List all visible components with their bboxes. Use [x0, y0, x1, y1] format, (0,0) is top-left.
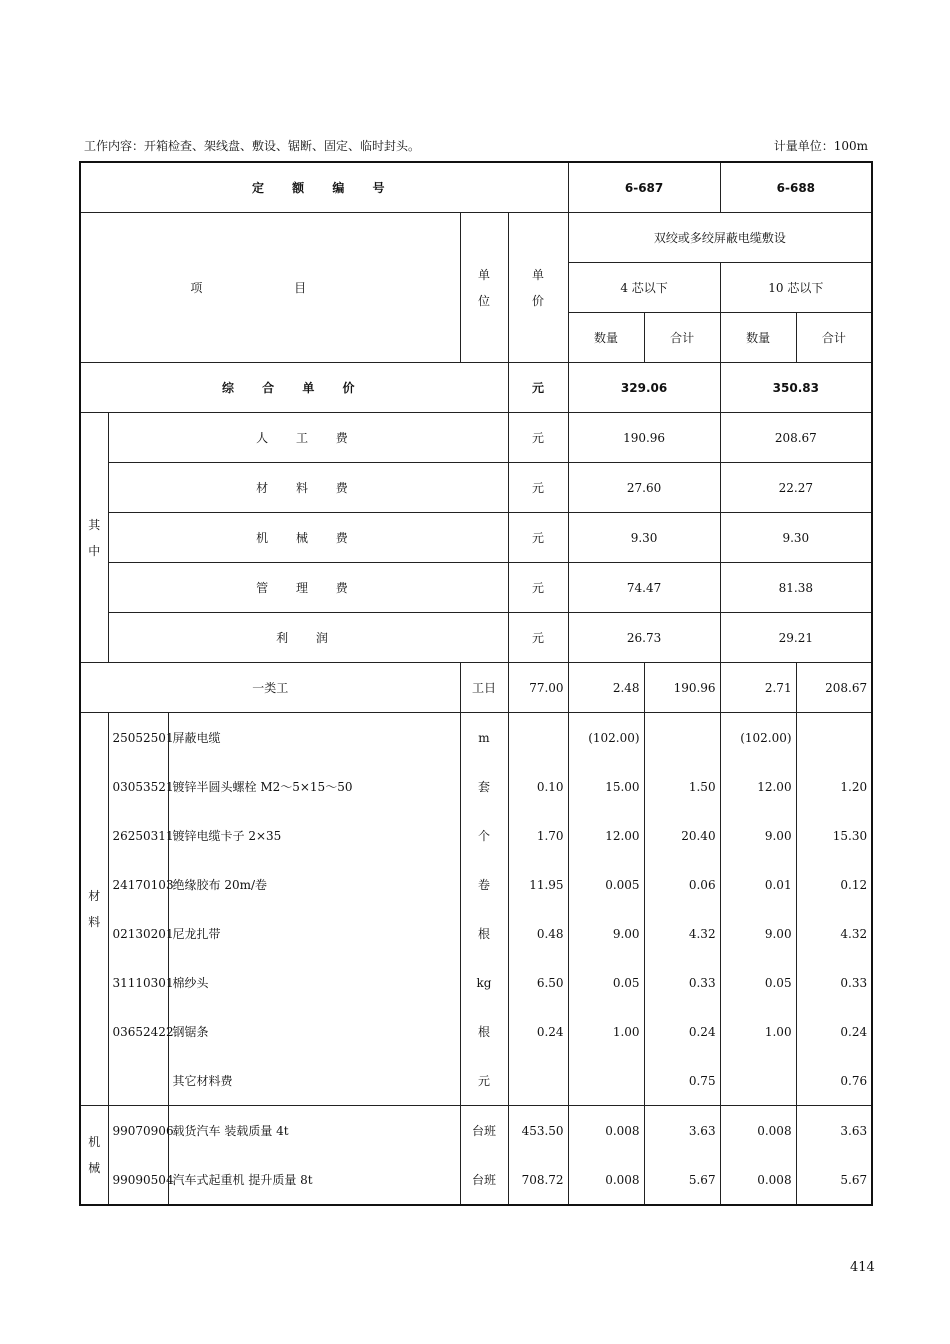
- labor-qty-1: 2.48: [568, 663, 644, 713]
- composite-unit: 元: [508, 363, 568, 413]
- among-item-value-1: 26.73: [568, 613, 720, 663]
- item-sum-2: 4.32: [796, 909, 872, 958]
- material-row: [80, 909, 872, 958]
- among-item-label: 人 工 费: [108, 413, 508, 463]
- among-label: [80, 413, 108, 663]
- item-sum-1: 5.67: [644, 1155, 720, 1205]
- item-sum-2: 5.67: [796, 1155, 872, 1205]
- item-unit: kg: [460, 958, 508, 1007]
- quota-code-2: 6-688: [720, 162, 872, 213]
- item-qty-2: 12.00: [720, 762, 796, 811]
- item-qty-1: 15.00: [568, 762, 644, 811]
- item-name: 尼龙扎带: [168, 909, 460, 958]
- qty-header-1: 数量: [568, 313, 644, 363]
- item-sum-2: 0.12: [796, 860, 872, 909]
- item-name: 钢锯条: [168, 1007, 460, 1056]
- item-unit: 元: [460, 1056, 508, 1106]
- item-qty-1: 1.00: [568, 1007, 644, 1056]
- item-name: 镀锌半圆头螺栓 M2～5×15～50: [168, 762, 460, 811]
- labor-sum-1: 190.96: [644, 663, 720, 713]
- item-code: 26250311: [108, 811, 168, 860]
- price-header-text: 单价: [532, 267, 545, 308]
- item-sum-1: 0.33: [644, 958, 720, 1007]
- item-unit: 根: [460, 909, 508, 958]
- qty-header-2: 数量: [720, 313, 796, 363]
- among-item-value-1: 27.60: [568, 463, 720, 513]
- labor-row: [80, 663, 872, 713]
- item-sum-2: 0.33: [796, 958, 872, 1007]
- item-name: 镀锌电缆卡子 2×35: [168, 811, 460, 860]
- variant-1: 4 芯以下: [568, 263, 720, 313]
- item-code: 99070906: [108, 1106, 168, 1156]
- item-name: 绝缘胶布 20m/卷: [168, 860, 460, 909]
- item-qty-2: 0.01: [720, 860, 796, 909]
- item-unit: 套: [460, 762, 508, 811]
- quota-code-row: [80, 162, 872, 213]
- item-qty-1: [568, 1056, 644, 1106]
- among-item-label: 利 润: [108, 613, 508, 663]
- page-number: 414: [850, 1260, 875, 1275]
- item-unit: 台班: [460, 1155, 508, 1205]
- item-price: 0.10: [508, 762, 568, 811]
- item-sum-1: 20.40: [644, 811, 720, 860]
- item-sum-2: 0.76: [796, 1056, 872, 1106]
- among-row: [80, 613, 872, 663]
- composite-value-2: 350.83: [720, 363, 872, 413]
- among-item-unit: 元: [508, 513, 568, 563]
- item-sum-1: 4.32: [644, 909, 720, 958]
- item-unit: 根: [460, 1007, 508, 1056]
- quota-table: [79, 161, 873, 1206]
- item-qty-2: 0.008: [720, 1106, 796, 1156]
- item-name: 棉纱头: [168, 958, 460, 1007]
- item-unit: 台班: [460, 1106, 508, 1156]
- item-name: 屏蔽电缆: [168, 713, 460, 763]
- among-item-value-2: 22.27: [720, 463, 872, 513]
- material-row: [80, 762, 872, 811]
- among-item-unit: 元: [508, 463, 568, 513]
- item-unit: 个: [460, 811, 508, 860]
- item-qty-2: 9.00: [720, 811, 796, 860]
- labor-sum-2: 208.67: [796, 663, 872, 713]
- item-name: 其它材料费: [168, 1056, 460, 1106]
- among-label-text: 其中: [88, 517, 101, 558]
- sum-header-1: 合计: [644, 313, 720, 363]
- item-qty-1: 0.008: [568, 1155, 644, 1205]
- unit-header: [460, 213, 508, 363]
- item-qty-1: 0.005: [568, 860, 644, 909]
- item-price: 0.24: [508, 1007, 568, 1056]
- price-header: [508, 213, 568, 363]
- item-price: 453.50: [508, 1106, 568, 1156]
- material-row: [80, 860, 872, 909]
- item-qty-2: 0.008: [720, 1155, 796, 1205]
- among-item-label: 机 械 费: [108, 513, 508, 563]
- item-sum-1: 0.24: [644, 1007, 720, 1056]
- among-item-unit: 元: [508, 563, 568, 613]
- among-item-unit: 元: [508, 413, 568, 463]
- item-qty-2: [720, 1056, 796, 1106]
- machinery-row: [80, 1106, 872, 1156]
- variant-2: 10 芯以下: [720, 263, 872, 313]
- item-code: 31110301: [108, 958, 168, 1007]
- item-qty-1: 12.00: [568, 811, 644, 860]
- material-row: [80, 1056, 872, 1106]
- item-sum-2: [796, 713, 872, 763]
- labor-price: 77.00: [508, 663, 568, 713]
- item-price: 6.50: [508, 958, 568, 1007]
- composite-row: [80, 363, 872, 413]
- among-item-value-2: 81.38: [720, 563, 872, 613]
- among-item-label: 管 理 费: [108, 563, 508, 613]
- unit-measure-text: 计量单位：100m: [773, 139, 868, 153]
- item-unit: 卷: [460, 860, 508, 909]
- item-code: [108, 1056, 168, 1106]
- item-code: 24170103: [108, 860, 168, 909]
- machinery-row: [80, 1155, 872, 1205]
- labor-label: 一类工: [80, 663, 460, 713]
- among-row: [80, 463, 872, 513]
- among-item-label: 材 料 费: [108, 463, 508, 513]
- item-sum-1: 3.63: [644, 1106, 720, 1156]
- among-item-value-2: 9.30: [720, 513, 872, 563]
- item-qty-1: 0.008: [568, 1106, 644, 1156]
- item-code: 25052501: [108, 713, 168, 763]
- item-code: 03652422: [108, 1007, 168, 1056]
- item-sum-2: 15.30: [796, 811, 872, 860]
- item-name: 载货汽车 装载质量 4t: [168, 1106, 460, 1156]
- material-row: [80, 713, 872, 763]
- item-qty-1: 0.05: [568, 958, 644, 1007]
- item-price: [508, 1056, 568, 1106]
- item-price: 0.48: [508, 909, 568, 958]
- among-row: [80, 513, 872, 563]
- materials-label: [80, 713, 108, 1106]
- labor-unit: 工日: [460, 663, 508, 713]
- item-qty-1: 9.00: [568, 909, 644, 958]
- item-qty-2: 0.05: [720, 958, 796, 1007]
- among-row: [80, 563, 872, 613]
- among-item-value-2: 29.21: [720, 613, 872, 663]
- item-qty-2: 9.00: [720, 909, 796, 958]
- item-price: 1.70: [508, 811, 568, 860]
- group-title: 双绞或多绞屏蔽电缆敷设: [568, 213, 872, 263]
- among-item-value-1: 74.47: [568, 563, 720, 613]
- header-row-1: [80, 213, 872, 263]
- work-content-text: 工作内容：开箱检查、架线盘、敷设、锯断、固定、临时封头。: [84, 139, 421, 153]
- labor-qty-2: 2.71: [720, 663, 796, 713]
- item-name: 汽车式起重机 提升质量 8t: [168, 1155, 460, 1205]
- item-price: 708.72: [508, 1155, 568, 1205]
- among-item-value-1: 190.96: [568, 413, 720, 463]
- item-sum-1: 1.50: [644, 762, 720, 811]
- item-code: 03053521: [108, 762, 168, 811]
- composite-label: 综 合 单 价: [80, 363, 508, 413]
- among-item-value-1: 9.30: [568, 513, 720, 563]
- item-sum-2: 1.20: [796, 762, 872, 811]
- sum-header-2: 合计: [796, 313, 872, 363]
- among-item-unit: 元: [508, 613, 568, 663]
- item-price: 11.95: [508, 860, 568, 909]
- quota-code-label: 定 额 编 号: [80, 162, 568, 213]
- composite-value-1: 329.06: [568, 363, 720, 413]
- machinery-label: [80, 1106, 108, 1206]
- item-sum-1: 0.06: [644, 860, 720, 909]
- item-qty-2: (102.00): [720, 713, 796, 763]
- item-unit: m: [460, 713, 508, 763]
- item-sum-1: [644, 713, 720, 763]
- item-sum-1: 0.75: [644, 1056, 720, 1106]
- quota-code-1: 6-687: [568, 162, 720, 213]
- material-row: [80, 811, 872, 860]
- item-price: [508, 713, 568, 763]
- item-qty-1: (102.00): [568, 713, 644, 763]
- material-row: [80, 958, 872, 1007]
- materials-label-text: 材料: [88, 889, 101, 929]
- item-code: 99090504: [108, 1155, 168, 1205]
- material-row: [80, 1007, 872, 1056]
- item-sum-2: 0.24: [796, 1007, 872, 1056]
- item-header: 项 目: [80, 213, 460, 363]
- among-item-value-2: 208.67: [720, 413, 872, 463]
- item-code: 02130201: [108, 909, 168, 958]
- item-qty-2: 1.00: [720, 1007, 796, 1056]
- among-row: [80, 413, 872, 463]
- unit-header-text: 单位: [477, 267, 490, 308]
- machinery-label-text: 机械: [88, 1135, 101, 1175]
- item-sum-2: 3.63: [796, 1106, 872, 1156]
